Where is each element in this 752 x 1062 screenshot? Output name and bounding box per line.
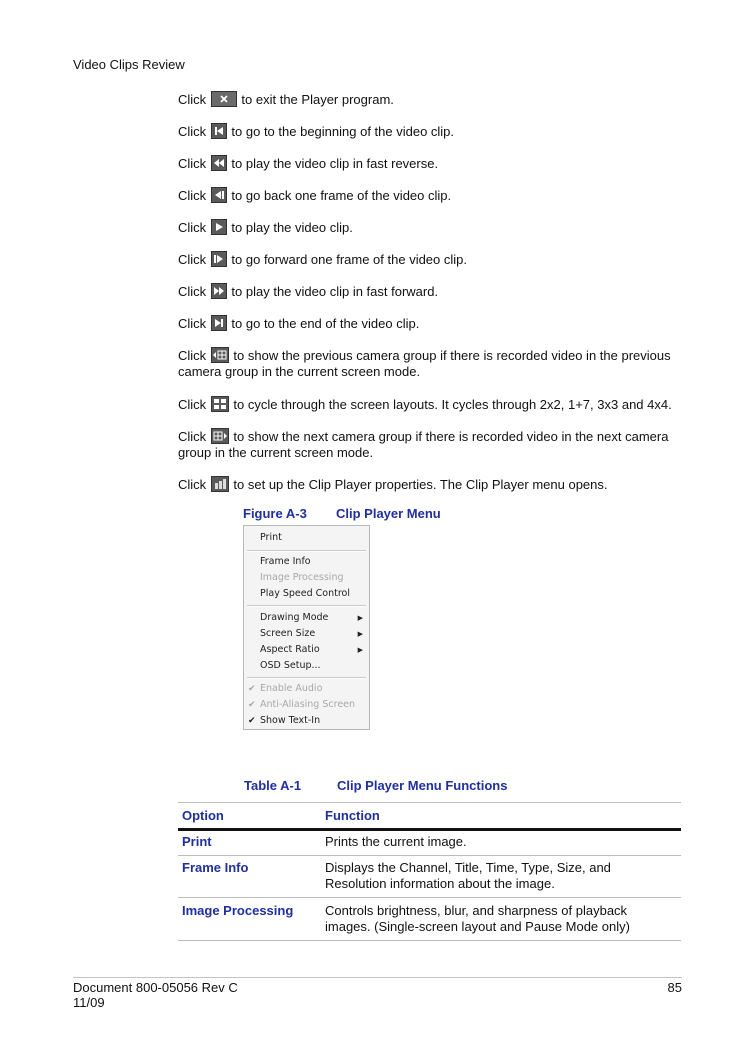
column-header-function: Function [325,808,380,823]
instruction-frame-forward: Click to go forward one frame of the video clip. [178,252,467,267]
next-camera-group-icon [211,428,229,444]
footer-document: Document 800-05056 Rev C 11/09 [73,980,238,1010]
menu-item-enable-audio[interactable]: Enable Audio [260,683,323,694]
menu-separator [247,677,366,679]
menu-item-drawing-mode[interactable]: Drawing Mode [260,612,329,623]
play-icon [211,219,227,235]
table-row-rule [178,855,681,856]
instruction-end: Click to go to the end of the video clip. [178,316,420,331]
page-number: 85 [667,980,682,995]
submenu-arrow-icon: ▶ [357,646,363,654]
fast-forward-icon [211,283,227,299]
instruction-setup: Click to set up the Clip Player properties. The Clip Player menu opens. [178,477,608,492]
menu-item-image-processing[interactable]: Image Processing [260,572,344,583]
table-header-rule [178,828,681,831]
instruction-fast-forward: Click to play the video clip in fast forward. [178,284,439,299]
column-header-option: Option [182,808,224,823]
instruction-fast-reverse: Click to play the video clip in fast reverse. [178,156,439,171]
check-icon: ✔ [248,716,256,726]
table-cell-option: Frame Info [182,860,249,875]
go-to-end-icon [211,315,227,331]
table-title: Clip Player Menu Functions [337,778,508,793]
table-row-rule [178,897,681,898]
menu-item-show-text-in[interactable]: Show Text-In [260,715,321,726]
table-cell-option: Image Processing [182,903,294,918]
page-header: Video Clips Review [73,57,185,72]
menu-item-aspect-ratio[interactable]: Aspect Ratio [260,644,320,655]
frame-back-icon [211,187,227,203]
functions-table [178,802,681,942]
table-bottom-rule [178,940,681,941]
menu-item-anti-aliasing-screen[interactable]: Anti-Aliasing Screen [260,699,356,710]
footer-rule [73,977,682,978]
instruction-previous-group: Click to show the previous camera group if there is recorded video in the previous camera group in the current screen mode. [178,348,671,379]
instruction-screen-layout: Click to cycle through the screen layouts. It cycles through 2x2, 1+7, 3x3 and 4x4. [178,397,672,412]
fast-reverse-icon [211,155,227,171]
menu-separator [247,605,366,607]
check-icon: ✔ [248,700,256,710]
frame-forward-icon [211,251,227,267]
clip-player-setup-icon [211,476,229,492]
table-cell-function: Controls brightness, blur, and sharpness of playback images. (Single-screen layout and Pause Mode only) [325,903,630,934]
table-top-rule [178,802,681,803]
menu-item-frame-info[interactable]: Frame Info [260,556,311,567]
submenu-arrow-icon: ▶ [357,614,363,622]
menu-item-play-speed-control[interactable]: Play Speed Control [260,588,350,599]
figure-label: Figure A-3 [243,506,307,521]
clip-player-menu [243,525,370,730]
menu-separator [247,550,366,552]
go-to-beginning-icon [211,123,227,139]
screen-layout-icon [211,396,229,412]
instruction-frame-back: Click to go back one frame of the video clip. [178,188,452,203]
check-icon: ✔ [248,684,256,694]
menu-item-osd-setup[interactable]: OSD Setup... [260,660,321,671]
instruction-play: Click to play the video clip. [178,220,353,235]
menu-item-print[interactable]: Print [260,532,282,543]
table-cell-function: Displays the Channel, Title, Time, Type, Size, and Resolution information about the image. [325,860,611,891]
previous-camera-group-icon [211,347,229,363]
figure-title: Clip Player Menu [336,506,441,521]
submenu-arrow-icon: ▶ [357,630,363,638]
table-label: Table A-1 [244,778,302,793]
instruction-next-group: Click to show the next camera group if there is recorded video in the next camera group in the current screen mode. [178,429,669,460]
menu-item-screen-size[interactable]: Screen Size [260,628,316,639]
instruction-exit: Click to exit the Player program. [178,92,394,107]
table-cell-function: Prints the current image. [325,834,467,849]
exit-icon [211,91,237,107]
instruction-beginning: Click to go to the beginning of the video clip. [178,124,455,139]
table-cell-option: Print [182,834,212,849]
